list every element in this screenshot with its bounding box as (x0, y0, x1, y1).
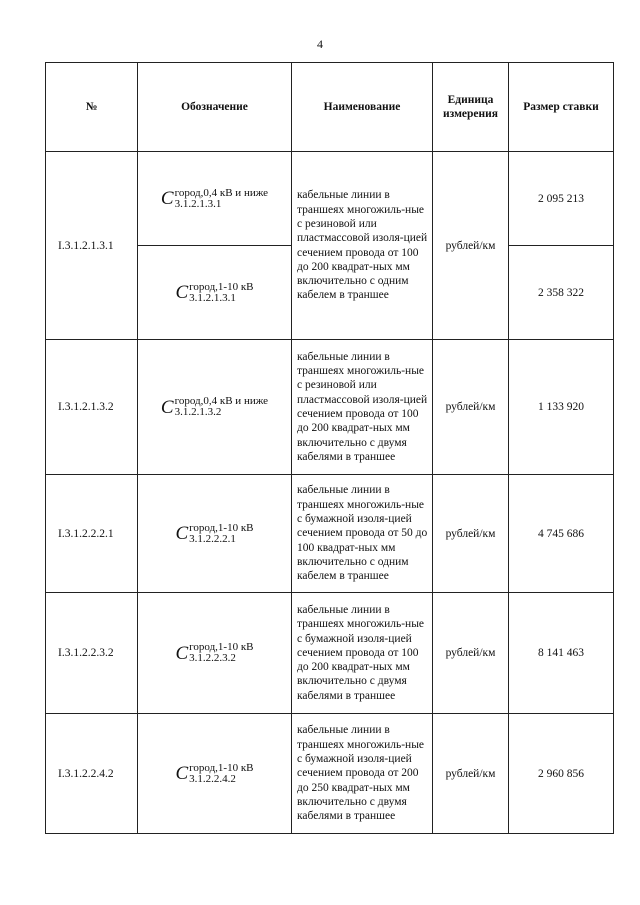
rate-cell: 2 095 213 (509, 152, 614, 246)
designation-symbol: C (175, 523, 189, 544)
designation-subscript: 3.1.2.1.3.2 (174, 406, 222, 418)
rate-cell: 8 141 463 (509, 593, 614, 714)
designation-cell (138, 593, 292, 714)
row-number: I.3.1.2.2.4.2 (46, 714, 138, 834)
table-row (46, 475, 614, 593)
designation-cell (138, 246, 292, 340)
designation-superscript: город,1-10 кВ (189, 280, 254, 293)
header-rate: Размер ставки (509, 63, 614, 152)
designation-subscript: 3.1.2.2.2.1 (189, 532, 236, 545)
designation-symbol: C (160, 396, 174, 418)
table-row (46, 340, 614, 475)
designation-formula (175, 642, 253, 664)
unit-cell: рублей/км (433, 340, 509, 475)
row-number: I.3.1.2.1.3.1 (46, 152, 138, 340)
name-cell: кабельные линии в траншеях многожиль-ные с бумажной изоля-цией сечением провода от 200 до 250 квадрат-ных мм включительно с двумя кабелями в траншее (292, 714, 433, 834)
designation-formula (161, 188, 268, 210)
header-designation: Обозначение (138, 63, 292, 152)
designation-formula (175, 523, 253, 545)
rate-cell: 1 133 920 (509, 340, 614, 475)
designation-subscript: 3.1.2.2.3.2 (189, 652, 236, 664)
unit-cell: рублей/км (433, 475, 509, 593)
header-name: Наименование (292, 63, 433, 152)
header-num: № (46, 63, 138, 152)
unit-cell: рублей/км (433, 152, 509, 340)
table-row (46, 152, 614, 246)
designation-superscript: город,1-10 кВ (189, 761, 254, 774)
designation-formula (161, 396, 268, 418)
row-number: I.3.1.2.2.2.1 (46, 475, 138, 593)
rate-cell: 2 358 322 (509, 246, 614, 340)
designation-formula (175, 282, 253, 304)
designation-cell (138, 152, 292, 246)
designation-subscript: 3.1.2.1.3.1 (189, 291, 236, 304)
designation-cell (138, 340, 292, 475)
designation-superscript: город,0,4 кВ и ниже (174, 186, 269, 199)
rate-cell: 4 745 686 (509, 475, 614, 593)
designation-superscript: город,1-10 кВ (189, 641, 254, 653)
designation-symbol: C (175, 282, 189, 303)
row-number: I.3.1.2.1.3.2 (46, 340, 138, 475)
designation-formula (175, 763, 253, 785)
designation-symbol: C (175, 642, 189, 664)
name-cell: кабельные линии в траншеях многожиль-ные с резиновой или пластмассовой изоля-цией сечением провода от 100 до 200 квадрат-ных мм включительно с одним кабелем в траншее (292, 152, 433, 340)
designation-cell (138, 714, 292, 834)
designation-cell (138, 475, 292, 593)
header-row (46, 63, 614, 152)
name-cell: кабельные линии в траншеях многожиль-ные с резиновой или пластмассовой изоля-цией сечением провода от 100 до 200 квадрат-ных мм включительно с двумя кабелями в траншее (292, 340, 433, 475)
table-row (46, 714, 614, 834)
row-number: I.3.1.2.2.3.2 (46, 593, 138, 714)
page-number: 4 (317, 37, 323, 51)
unit-cell: рублей/км (433, 714, 509, 834)
unit-cell: рублей/км (433, 593, 509, 714)
rate-cell: 2 960 856 (509, 714, 614, 834)
name-cell: кабельные линии в траншеях многожиль-ные с бумажной изоля-цией сечением провода от 50 до 100 квадрат-ных мм включительно с одним кабелем в траншее (292, 475, 433, 593)
name-cell: кабельные линии в траншеях многожиль-ные с бумажной изоля-цией сечением провода от 100 до 200 квадрат-ных мм включительно с двумя кабелями в траншее (292, 593, 433, 714)
header-unit: Единица измерения (433, 63, 509, 152)
designation-symbol: C (160, 188, 174, 209)
designation-subscript: 3.1.2.2.4.2 (189, 772, 236, 785)
designation-superscript: город,0,4 кВ и ниже (174, 395, 269, 407)
table-row (46, 593, 614, 714)
designation-superscript: город,1-10 кВ (189, 521, 254, 534)
rates-table (45, 62, 614, 834)
designation-symbol: C (175, 763, 189, 784)
designation-subscript: 3.1.2.1.3.1 (174, 197, 222, 210)
